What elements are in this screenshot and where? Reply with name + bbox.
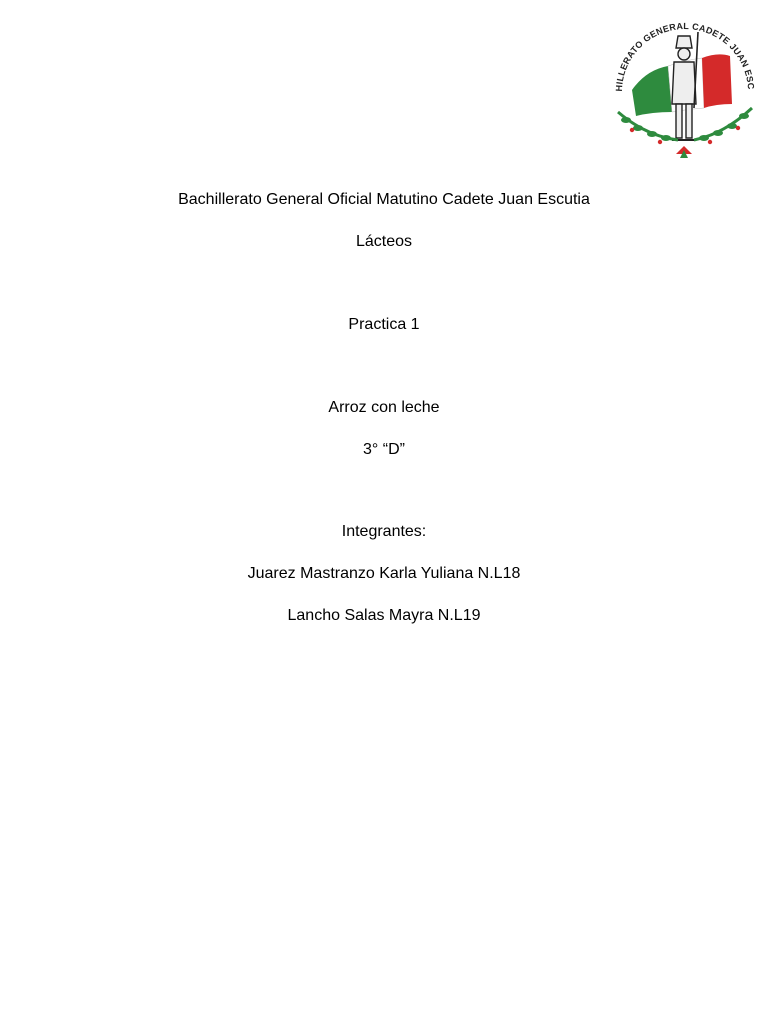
- member-item: Lancho Salas Mayra N.L19: [287, 607, 481, 624]
- school-logo: [606, 8, 762, 168]
- school-name: Bachillerato General Oficial Matutino Cadete Juan Escutia: [178, 191, 590, 208]
- practice-title: Practica 1: [348, 316, 420, 333]
- subject-title: Lácteos: [355, 233, 413, 250]
- logo-arc-text: HILLERATO GENERAL CADETE JUAN ESC: [613, 20, 757, 92]
- recipe-title: Arroz con leche: [328, 399, 440, 416]
- member-item: Juarez Mastranzo Karla Yuliana N.L18: [247, 565, 521, 582]
- cadet-flag-emblem-icon: [606, 8, 762, 168]
- members-label: Integrantes:: [341, 523, 427, 540]
- group-label: 3° “D”: [363, 441, 405, 458]
